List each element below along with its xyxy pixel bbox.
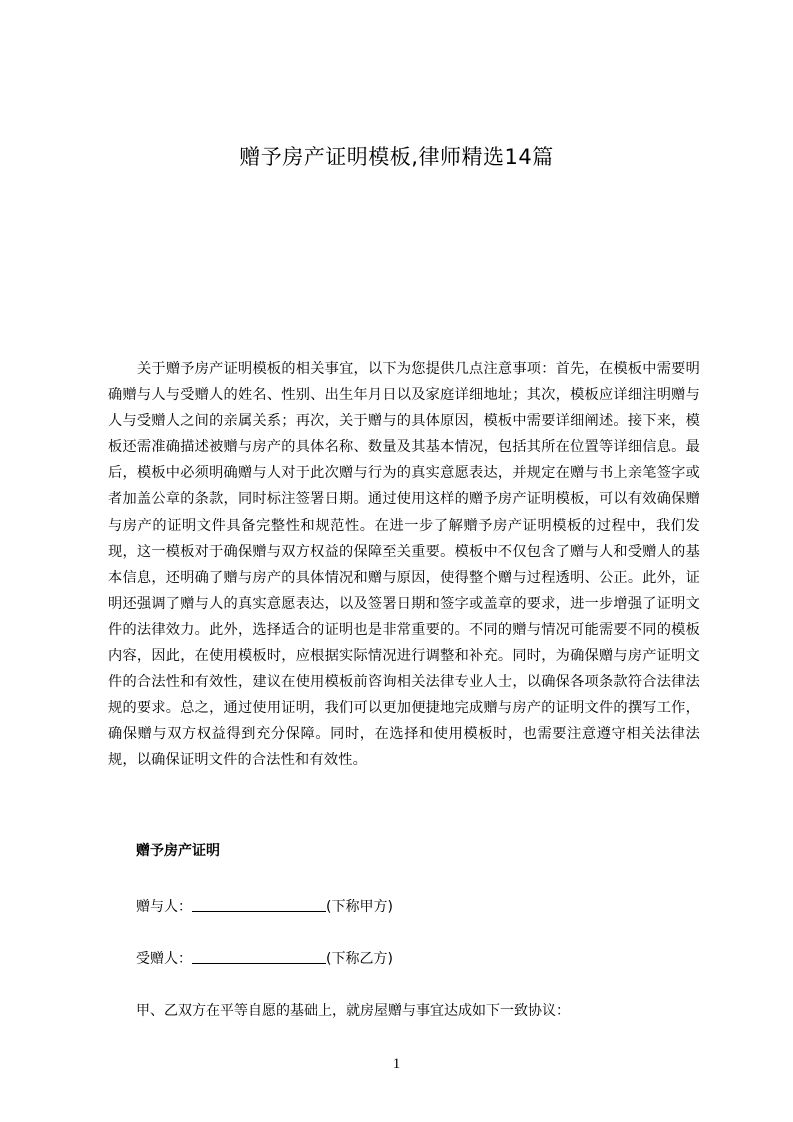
- donor-label: 赠与人：: [136, 899, 192, 915]
- section-heading: 赠予房产证明: [136, 843, 220, 859]
- donee-suffix: (下称乙方): [326, 951, 393, 967]
- document-title: 赠予房产证明模板,律师精选14篇: [239, 145, 554, 169]
- donee-blank-line: [192, 947, 326, 964]
- intro-paragraph: 关于赠予房产证明模板的相关事宜，以下为您提供几点注意事项：首先，在模板中需要明确赠与人与受赠人的姓名、性别、出生年月日以及家庭详细地址；其次，模板应详细注明赠与人与受赠人之间的亲属关系；再次，关于赠与的具体原因，模板中需要详细阐述。接下来，模板还需准确描述被赠与房产的具体名称、数量及其基本情况，包括其所在位置等详细信息。最后，模板中必须明确赠与人对于此次赠与行为的真实意愿表达，并规定在赠与书上亲笔签字或者加盖公章的条款，同时标注签署日期。通过使用这样的赠予房产证明模板，可以有效确保赠与房产的证明文件具备完整性和规范性。在进一步了解赠予房产证明模板的过程中，我们发现，这一模板对于确保赠与双方权益的保障至关重要。模板中不仅包含了赠与人和受赠人的基本信息，还明确了赠与房产的具体情况和赠与原因，使得整个赠与过程透明、公正。此外，证明还强调了赠与人的真实意愿表达，以及签署日期和签字或盖章的要求，进一步增强了证明文件的法律效力。此外，选择适合的证明也是非常重要的。不同的赠与情况可能需要不同的模板内容，因此，在使用模板时，应根据实际情况进行调整和补充。同时，为确保赠与房产证明文件的合法性和有效性，建议在使用模板前咨询相关法律专业人士，以确保各项条款符合法律法规的要求。总之，通过使用证明，我们可以更加便捷地完成赠与房产的证明文件的撰写工作，确保赠与双方权益得到充分保障。同时，在选择和使用模板时，也需要注意遵守相关法律法规，以确保证明文件的合法性和有效性。: [108, 361, 700, 769]
- donee-label: 受赠人：: [136, 951, 192, 967]
- agreement-statement: 甲、乙双方在平等自愿的基础上，就房屋赠与事宜达成如下一致协议：: [136, 1003, 570, 1019]
- donor-field-row: [136, 894, 393, 920]
- donor-suffix: (下称甲方): [326, 899, 393, 915]
- donee-field-row: [136, 946, 393, 972]
- donor-blank-line: [192, 895, 326, 912]
- page-number: 1: [392, 1056, 401, 1072]
